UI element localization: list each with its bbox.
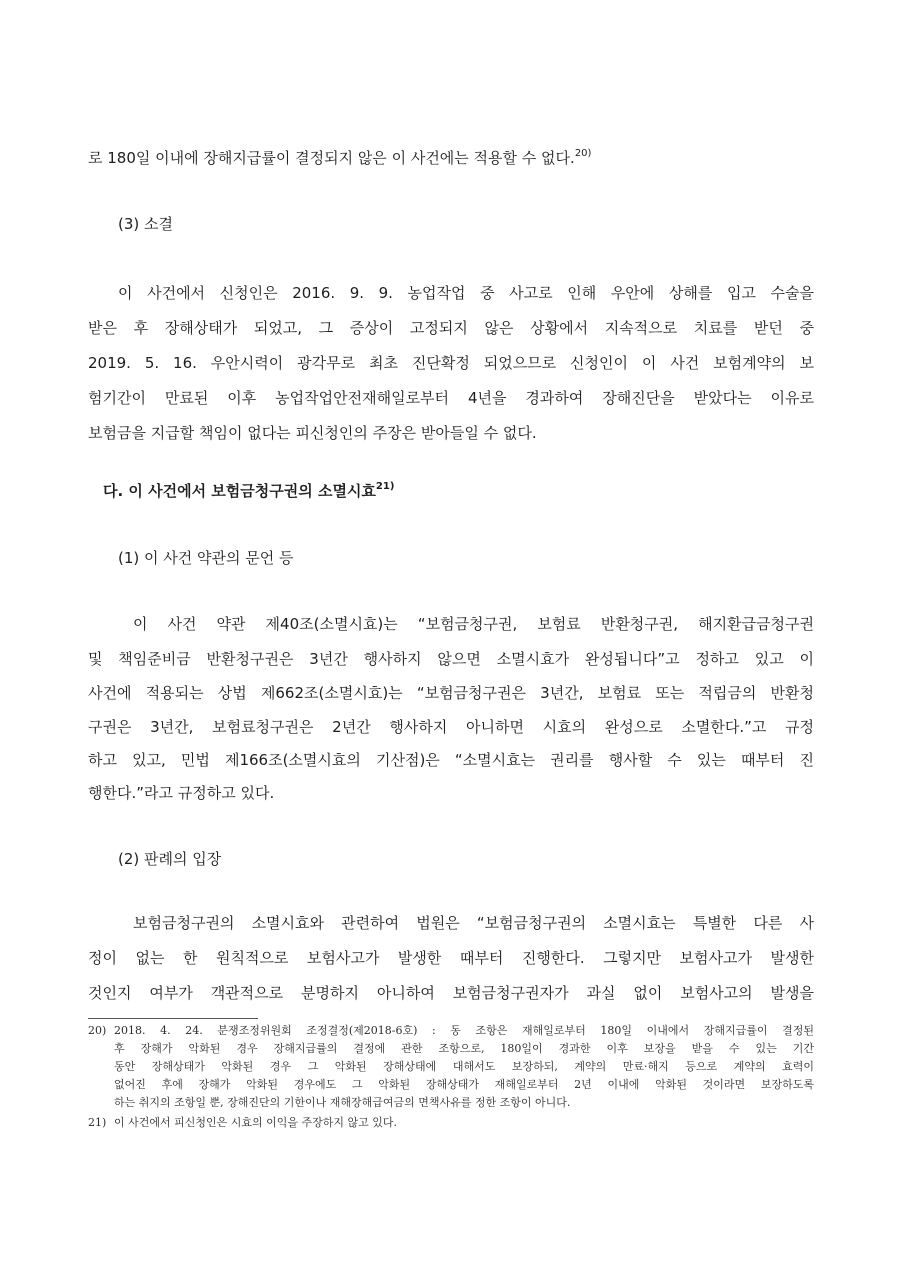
paragraph-line: 보험금청구권의 소멸시효와 관련하여 법원은 “보험금청구권의 소멸시효는 특별한 다른 사 <box>133 914 814 932</box>
subsection-heading: (1) 이 사건 약관의 문언 등 <box>118 549 294 567</box>
paragraph-line: 하고 있고, 민법 제166조(소멸시효의 기산점)은 “소멸시효는 권리를 행사할 수 있는 때부터 진 <box>88 751 814 769</box>
paragraph-line: 험기간이 만료된 이후 농업작업안전재해일로부터 4년을 경과하여 장해진단을 받았다는 이유로 <box>88 389 814 407</box>
footnote-line: 후 장해가 악화된 경우 장해지급률의 결정에 관한 조항으로, 180일이 경과한 이후 보장을 받을 수 있는 기간 <box>114 1042 814 1055</box>
paragraph-line: 보험금을 지급할 책임이 없다는 피신청인의 주장은 받아들일 수 없다. <box>88 424 537 442</box>
paragraph-line: 이 사건에서 신청인은 2016. 9. 9. 농업작업 중 사고로 인해 우안에 상해를 입고 수술을 <box>118 284 814 302</box>
footnote-line: 동안 장해상태가 악화된 경우 그 악화된 장해상태에 대해서도 보장하되, 계약의 만료·해지 등으로 계약의 효력이 <box>114 1060 814 1073</box>
footnote-separator <box>88 1018 258 1019</box>
paragraph-line: 행한다.”라고 규정하고 있다. <box>88 784 275 802</box>
paragraph-line: 및 책임준비금 반환청구권은 3년간 행사하지 않으면 소멸시효가 완성됩니다”고 정하고 있고 이 <box>88 650 814 668</box>
footnote-number: 21) <box>88 1116 107 1129</box>
paragraph-line: 것인지 여부가 객관적으로 분명하지 아니하여 보험금청구권자가 과실 없이 보험사고의 발생을 <box>88 984 814 1002</box>
paragraph-line: 받은 후 장해상태가 되었고, 그 증상이 고정되지 않은 상황에서 지속적으로 치료를 받던 중 <box>88 319 814 337</box>
paragraph-line: 사건에 적용되는 상법 제662조(소멸시효)는 “보험금청구권은 3년간, 보험료 또는 적립금의 반환청 <box>88 684 814 702</box>
paragraph-line: 2019. 5. 16. 우안시력이 광각무로 최초 진단확정 되었으므로 신청인이 이 사건 보험계약의 보 <box>88 354 814 372</box>
footnote-ref[interactable]: 20) <box>574 148 592 159</box>
footnote-line: 이 사건에서 피신청인은 시효의 이익을 주장하지 않고 있다. <box>114 1116 397 1129</box>
footnote-line: 없어진 후에 장해가 악화된 경우에도 그 악화된 장해상태가 재해일로부터 2년 이내에 악화된 것이라면 보장하도록 <box>114 1078 814 1091</box>
section-title <box>103 481 394 501</box>
section-heading: (3) 소결 <box>118 215 173 233</box>
footnote-ref[interactable]: 21) <box>375 481 395 492</box>
subsection-heading: (2) 판례의 입장 <box>118 850 222 868</box>
paragraph-line: 정이 없는 한 원칙적으로 보험사고가 발생한 때부터 진행한다. 그렇지만 보험사고가 발생한 <box>88 949 814 967</box>
section-title-text: 다. 이 사건에서 보험금청구권의 소멸시효 <box>103 482 376 500</box>
footnote-number: 20) <box>88 1024 107 1037</box>
paragraph-line: 이 사건 약관 제40조(소멸시효)는 “보험금청구권, 보험료 반환청구권, 해지환급금청구권 <box>133 615 814 633</box>
footnote-line: 2018. 4. 24. 분쟁조정위원회 조정결정(제2018-6호) : 동 조항은 재해일로부터 180일 이내에서 장해지급률이 결정된 <box>114 1024 814 1037</box>
paragraph-line: 구권은 3년간, 보험료청구권은 2년간 행사하지 아니하면 시효의 완성으로 소멸한다.”고 규정 <box>88 718 814 736</box>
body-text: 로 180일 이내에 장해지급률이 결정되지 않은 이 사건에는 적용할 수 없다. <box>88 149 575 167</box>
body-line <box>88 148 591 168</box>
footnote-line: 하는 취지의 조항일 뿐, 장해진단의 기한이나 재해장해급여금의 면책사유를 정한 조항이 아니다. <box>114 1096 571 1109</box>
